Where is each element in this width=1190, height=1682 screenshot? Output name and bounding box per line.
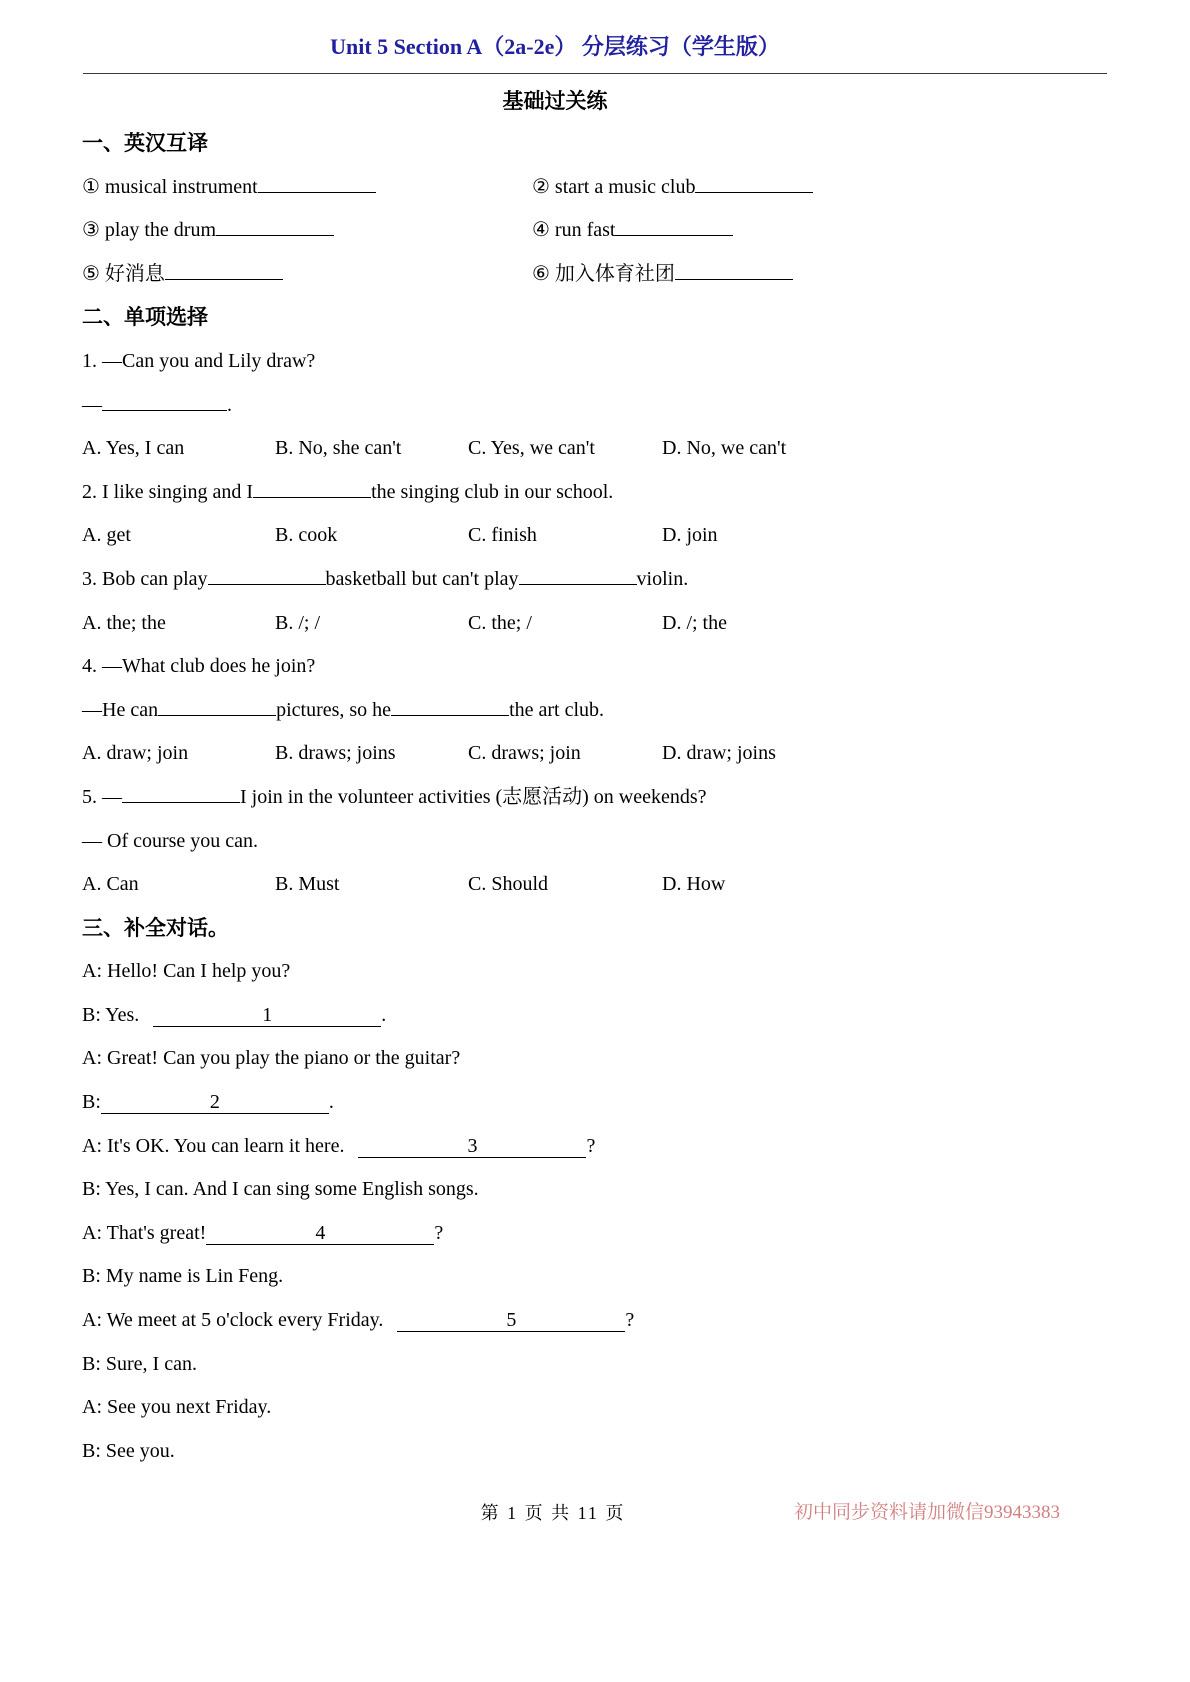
- option-b: B. /; /: [275, 611, 321, 634]
- dialogue-line: B: Yes, I can. And I can sing some English songs.: [82, 1178, 479, 1201]
- numbered-blank: 4: [206, 1223, 434, 1245]
- vocab-row-2: [82, 209, 1062, 253]
- vocab-item-1: ① musical instrument: [82, 166, 532, 210]
- question-4-stem: 4. —What club does he join?: [82, 655, 316, 678]
- dialogue-line: A: Great! Can you play the piano or the guitar?: [82, 1047, 461, 1070]
- question-3-stem: 3. Bob can play basketball but can't play violin.: [82, 567, 689, 590]
- dialogue-line: B: 2 .: [82, 1091, 334, 1114]
- option-c: C. draws; join: [468, 742, 581, 765]
- dialogue-line: A: See you next Friday.: [82, 1396, 272, 1419]
- question-2-options: [82, 514, 1062, 558]
- option-c: C. Yes, we can't: [468, 437, 595, 460]
- dialogue-line: A: It's OK. You can learn it here. 3 ?: [82, 1134, 596, 1157]
- dialogue-line: B: See you.: [82, 1439, 175, 1462]
- question-1-options: [82, 427, 1062, 471]
- fill-blank: [695, 192, 813, 193]
- option-a: A. get: [82, 524, 131, 547]
- page-footer: [0, 1498, 1190, 1528]
- option-a: A. Yes, I can: [82, 437, 185, 460]
- fill-blank: [615, 235, 733, 236]
- option-c: C. the; /: [468, 611, 532, 634]
- option-d: D. How: [662, 873, 726, 896]
- option-d: D. join: [662, 524, 718, 547]
- option-b: B. No, she can't: [275, 437, 402, 460]
- watermark-text: 初中同步资料请加微信93943383: [793, 1502, 1060, 1523]
- vocab-item-5: ⑤ 好消息: [82, 253, 532, 297]
- numbered-blank: 2: [101, 1092, 329, 1114]
- fill-blank: [253, 497, 371, 498]
- exercise-subtitle: 基础过关练: [502, 89, 608, 113]
- vocab-item-2: ② start a music club: [532, 166, 1062, 210]
- option-c: C. Should: [468, 873, 549, 896]
- section2-heading: 二、单项选择: [82, 305, 208, 330]
- vocab-row-1: [82, 166, 1062, 210]
- vocab-row-3: [82, 253, 1062, 297]
- question-5-options: [82, 863, 1062, 907]
- vocab-item-6: ⑥ 加入体育社团: [532, 253, 1062, 297]
- header: [0, 0, 1190, 62]
- header-divider: [83, 73, 1107, 74]
- page-number: 第 1 页 共 11 页: [480, 1503, 626, 1523]
- fill-blank: [165, 279, 283, 280]
- option-b: B. Must: [275, 873, 340, 896]
- dialogue-line: B: Sure, I can.: [82, 1352, 197, 1375]
- fill-blank: [158, 715, 276, 716]
- option-d: D. draw; joins: [662, 742, 776, 765]
- question-1-answer-line: — .: [82, 393, 232, 416]
- question-4-reply: —He can pictures, so he the art club.: [82, 698, 605, 721]
- option-a: A. draw; join: [82, 742, 189, 765]
- dialogue-line: A: We meet at 5 o'clock every Friday. 5 ?: [82, 1309, 635, 1332]
- fill-blank: [675, 279, 793, 280]
- question-3-options: [82, 602, 1062, 646]
- dialogue-line: A: That's great! 4 ?: [82, 1221, 444, 1244]
- question-5-reply: — Of course you can.: [82, 829, 259, 852]
- page-title: Unit 5 Section A（2a-2e） 分层练习（学生版）: [330, 34, 780, 59]
- numbered-blank: 3: [358, 1136, 586, 1158]
- fill-blank: [216, 235, 334, 236]
- fill-blank: [391, 715, 509, 716]
- numbered-blank: 5: [397, 1310, 625, 1332]
- option-b: B. cook: [275, 524, 338, 547]
- vocab-item-4: ④ run fast: [532, 209, 1062, 253]
- fill-blank: [102, 410, 227, 411]
- dialogue-line: B: My name is Lin Feng.: [82, 1265, 284, 1288]
- section1-heading: 一、英汉互译: [82, 131, 208, 155]
- option-a: A. Can: [82, 873, 139, 896]
- question-2-stem: 2. I like singing and I the singing club in our school.: [82, 480, 614, 503]
- question-5-stem: 5. — I join in the volunteer activities (志愿活动) on weekends?: [82, 785, 707, 808]
- option-d: D. /; the: [662, 611, 727, 634]
- vocab-item-3: ③ play the drum: [82, 209, 532, 253]
- fill-blank: [258, 192, 376, 193]
- fill-blank: [519, 584, 637, 585]
- dialogue-line: B: Yes. 1 .: [82, 1003, 387, 1026]
- numbered-blank: 1: [153, 1005, 381, 1027]
- option-b: B. draws; joins: [275, 742, 396, 765]
- section3-heading: 三、补全对话。: [82, 915, 229, 940]
- fill-blank: [122, 802, 240, 803]
- dialogue-line: A: Hello! Can I help you?: [82, 960, 291, 983]
- question-4-options: [82, 732, 1062, 776]
- option-c: C. finish: [468, 524, 537, 547]
- question-1-stem: 1. —Can you and Lily draw?: [82, 349, 316, 372]
- fill-blank: [208, 584, 326, 585]
- option-a: A. the; the: [82, 611, 166, 634]
- document-body: [82, 122, 1062, 1473]
- option-d: D. No, we can't: [662, 437, 787, 460]
